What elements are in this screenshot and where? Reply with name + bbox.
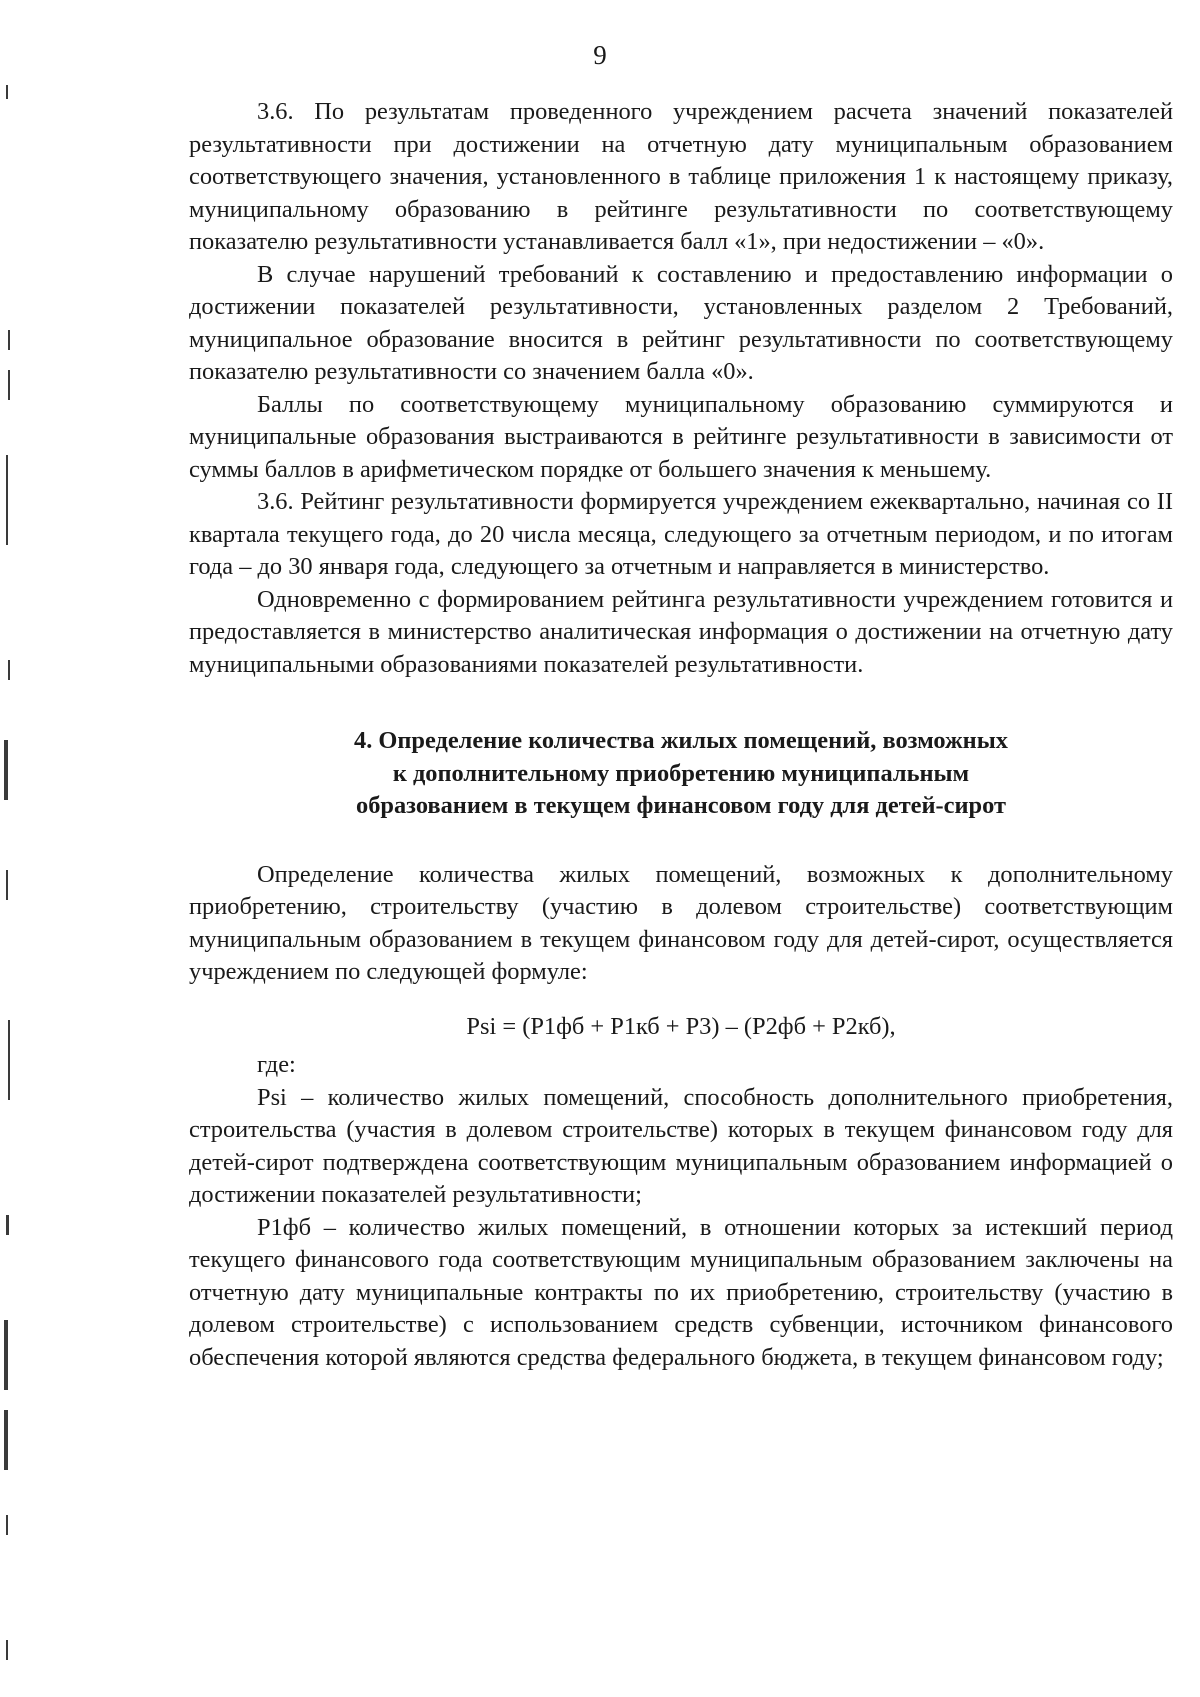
scan-edge-marks <box>0 0 18 1697</box>
paragraph-formula-intro: Определение количества жилых помещений, возможных к дополнительному приобретению, строительству (участию в долевом строительстве) соответствующим муниципальным образованием в текущем финансовом году для детей-сирот, осуществляется учреждением по следующей формуле: <box>189 860 1173 985</box>
heading-line-3: образованием в текущем финансовом году для детей-сирот <box>356 792 1006 819</box>
section-4-heading <box>189 725 1173 823</box>
where-label: где: <box>257 1051 296 1078</box>
heading-line-2: к дополнительному приобретению муниципальным <box>392 759 970 787</box>
paragraph-points-sum: Баллы по соответствующему муниципальному образованию суммируются и муниципальные образования выстраиваются в рейтинге результативности в зависимости от суммы баллов в арифметическом порядке от большего значения к меньшему. <box>189 390 1173 483</box>
document-body <box>189 96 1173 1374</box>
definition-psi: Psi – количество жилых помещений, способность дополнительного приобретения, строительства (участия в долевом строительстве) которых в текущем финансовом году для детей-сирот подтверждена соответствующим муниципальным образованием информацией о достижении показателей результативности; <box>189 1083 1173 1208</box>
paragraph-analytics: Одновременно с формированием рейтинга результативности учреждением готовится и предоставляется в министерство аналитическая информация о достижении на отчетную дату муниципальными образованиями показателей результативности. <box>189 585 1173 678</box>
page-number: 9 <box>593 40 607 70</box>
paragraph-violations: В случае нарушений требований к составлению и предоставлению информации о достижении показателей результативности, установленных разделом 2 Требований, муниципальное образование вносится в рейтинг результативности по соответствующему показателю результативности со значением балла «0». <box>189 260 1173 385</box>
definition-p1fb: P1фб – количество жилых помещений, в отношении которых за истекший период текущего финансового года соответствующим муниципальным образованием заключены на отчетную дату муниципальные контракты по их приобретению, строительству (участию в долевом строительстве) с использованием средств субвенции, источником финансового обеспечения которой являются средства федерального бюджета, в текущем финансовом году; <box>189 1213 1173 1371</box>
formula-psi: Psi = (P1фб + P1кб + P3) – (P2фб + P2кб), <box>466 1012 896 1040</box>
paragraph-3-6-rating-schedule: 3.6. Рейтинг результативности формируется учреждением ежеквартально, начиная со II квартала текущего года, до 20 числа месяца, следующего за отчетным периодом, и по итогам года – до 30 января года, следующего за отчетным и направляется в министерство. <box>189 488 1173 580</box>
paragraph-3-6-scoring: 3.6. По результатам проведенного учреждением расчета значений показателей результативности при достижении на отчетную дату муниципальным образованием соответствующего значения, установленного в таблице приложения 1 к настоящему приказу, муниципальному образованию в рейтинге результативности по соответствующему показателю результативности устанавливается балл «1», при недостижении – «0». <box>189 98 1173 255</box>
heading-line-1: 4. Определение количества жилых помещений, возможных <box>354 727 1008 754</box>
